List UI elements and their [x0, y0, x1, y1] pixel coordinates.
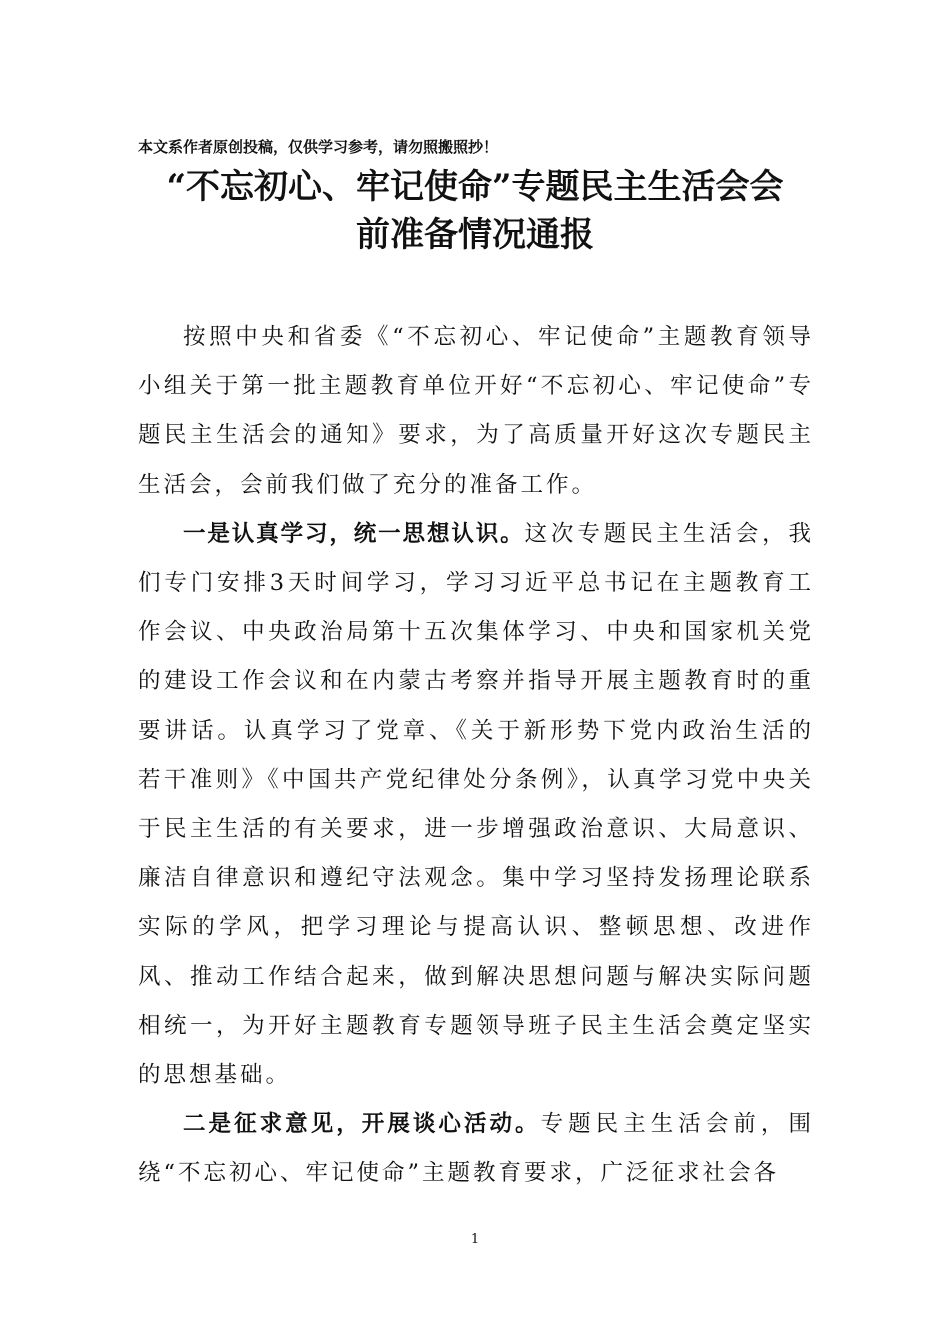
paragraph-text: 按照中央和省委《“不忘初心、牢记使命”主题教育领导小组关于第一批主题教育单位开好“不忘初心、牢记使命”专题民主生活会的通知》要求，为了高质量开好这次专题民主生活会，会前我们做了充分的准备工作。 [138, 324, 814, 498]
page-number: 1 [470, 1232, 480, 1247]
paragraph-study [138, 510, 814, 1100]
paragraph-text: 专题民主生活会前，围绕“不忘初心、牢记使命”主题教育要求，广泛征求社会各 [138, 1111, 814, 1187]
paragraph-intro [138, 313, 814, 510]
document-title-line-1: “不忘初心、牢记使命”专题民主生活会会 [166, 167, 784, 207]
document-body [138, 313, 814, 1199]
document-title-line-2: 前准备情况通报 [356, 215, 594, 255]
copyright-notice: 本文系作者原创投稿，仅供学习参考，请勿照搬照抄！ [138, 138, 499, 156]
paragraph-text: 这次专题民主生活会，我们专门安排3天时间学习，学习习近平总书记在主题教育工作会议、中央政治局第十五次集体学习、中央和国家机关党的建设工作会议和在内蒙古考察并指导开展主题教育时的重要讲话。认真学习了党章、《关于新形势下党内政治生活的若干准则》《中国共产党纪律处分条例》，认真学习党中央关于民主生活的有关要求，进一步增强政治意识、大局意识、廉洁自律意识和遵纪守法观念。集中学习坚持发扬理论联系实际的学风，把学习理论与提高认识、整顿思想、改进作风、推动工作结合起来，做到解决思想问题与解决实际问题相统一，为开好主题教育专题领导班子民主生活会奠定坚实的思想基础。 [138, 520, 814, 1089]
paragraph-lead: 二是征求意见，开展谈心活动。 [183, 1111, 541, 1138]
paragraph-opinions [138, 1100, 814, 1198]
paragraph-lead: 一是认真学习，统一思想认识。 [183, 520, 525, 547]
